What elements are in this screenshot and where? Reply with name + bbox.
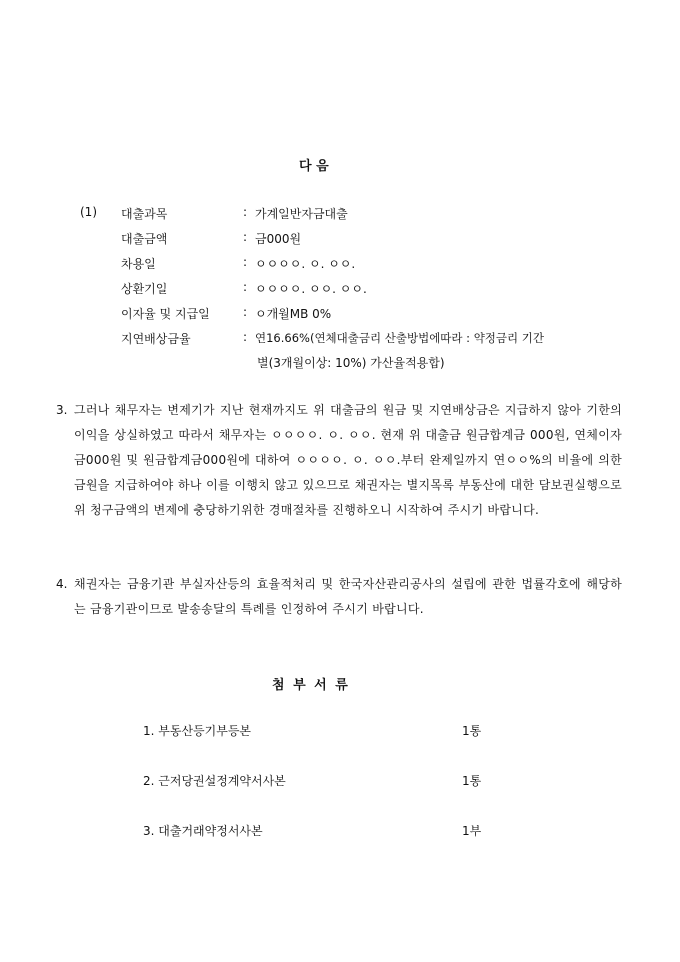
loan-label: 대출금액 <box>121 232 168 246</box>
loan-colon: : <box>243 255 248 269</box>
loan-value: ㅇㅇㅇㅇ. ㅇ. ㅇㅇ. <box>255 257 356 271</box>
loan-value: ㅇㅇㅇㅇ. ㅇㅇ. ㅇㅇ. <box>255 282 367 296</box>
paragraph-text: 그러나 채무자는 변제기가 지난 현재까지도 위 대출금의 원금 및 지연배상금은 지급하지 않아 기한의 이익을 상실하였고 따라서 채무자는 ㅇㅇㅇㅇ. ㅇ. ㅇㅇ. 현재 위 대출금 원금합계금 000원, 연체이자 금000원 및 원금합계금000원에 대하여 ㅇㅇㅇㅇ. ㅇ. ㅇㅇ.부터 완제일까지 연ㅇㅇ%의 비율에 의한 금원을 지급하여야 하나 이를 이행치 않고 있으므로 채권자는 별지목록 부동산에 대한 담보권실행으로 위 청구금액의 변제에 충당하기위한 경매절차를 진행하오니 시작하여 주시기 바랍니다. <box>74 403 622 517</box>
loan-value: ㅇ개월MB 0% <box>255 307 332 321</box>
loan-value: 금000원 <box>255 232 302 246</box>
attachment-name: 3. 대출거래약정서사본 <box>143 824 263 838</box>
loan-colon: : <box>243 205 248 219</box>
paragraph-number: 4. <box>56 577 68 591</box>
paragraph-text: 채권자는 금융기관 부실자산등의 효율적처리 및 한국자산관리공사의 설립에 관한 법률각호에 해당하는 금융기관이므로 발송송달의 특례를 인정하여 주시기 바랍니다. <box>74 577 622 616</box>
loan-value: 연16.66%(연체대출금리 산출방법에따라 : 약정금리 기간 <box>255 331 545 345</box>
loan-label: 지연배상금율 <box>121 332 191 346</box>
paragraph-4 <box>56 572 622 627</box>
loan-label: 상환기일 <box>121 282 168 296</box>
attachment-qty: 1통 <box>462 774 482 788</box>
loan-colon: : <box>243 230 248 244</box>
loan-label: 대출과목 <box>121 207 168 221</box>
loan-colon: : <box>243 305 248 319</box>
loan-label: 이자율 및 지급일 <box>121 307 210 321</box>
paragraph-3 <box>56 398 622 548</box>
loan-index: (1) <box>80 205 97 219</box>
loan-value: 가계일반자금대출 <box>255 207 348 221</box>
loan-penalty-continuation: 별(3개월이상: 10%) 가산율적용합) <box>257 356 445 370</box>
loan-colon: : <box>243 330 248 344</box>
loan-colon: : <box>243 280 248 294</box>
attachment-name: 1. 부동산등기부등본 <box>143 724 252 738</box>
attachment-qty: 1통 <box>462 724 482 738</box>
attachments-title: 첨 부 서 류 <box>272 678 350 693</box>
loan-label: 차용일 <box>121 257 156 271</box>
paragraph-number: 3. <box>56 403 68 417</box>
section-heading: 다 음 <box>299 159 329 174</box>
attachment-qty: 1부 <box>462 824 482 838</box>
attachment-name: 2. 근저당권설정계약서사본 <box>143 774 286 788</box>
